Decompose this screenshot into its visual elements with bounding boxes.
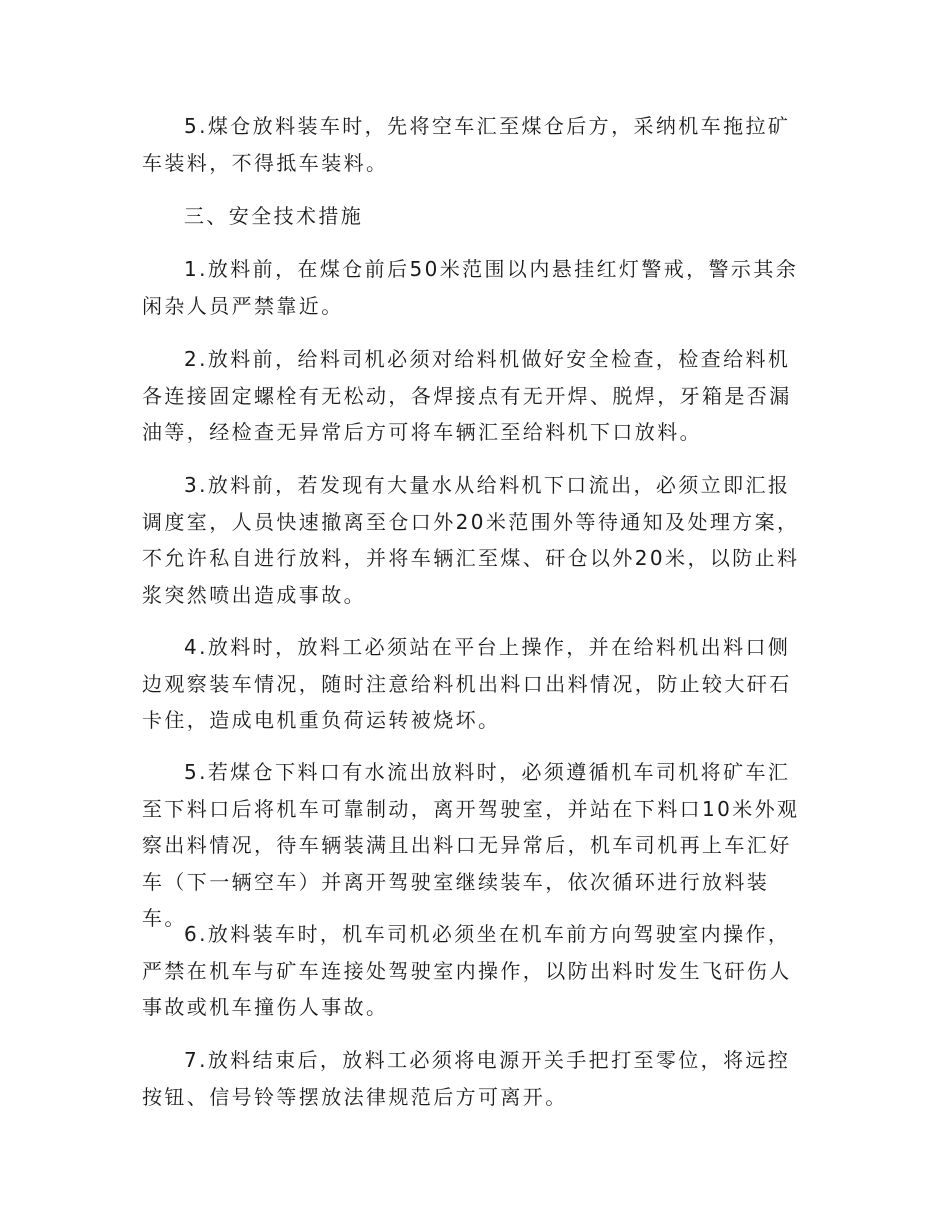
paragraph-item-6: 6.放料装车时，机车司机必须坐在机车前方向驾驶室内操作，严禁在机车与矿车连接处驾驶室内操作，以防出料时发生飞矸伤人事故或机车撞伤人事故。 <box>142 922 792 1019</box>
paragraph-item-5: 5.若煤仓下料口有水流出放料时，必须遵循机车司机将矿车汇至下料口后将机车可靠制动，离开驾驶室，并站在下料口10米外观察出料情况，待车辆装满且出料口无异常后，机车司机再上车汇好车（下一辆空车）并离开驾驶室继续装车，依次循环进行放料装车。 <box>142 760 800 930</box>
paragraph-item-4: 4.放料时，放料工必须站在平台上操作，并在给料机出料口侧边观察装车情况，随时注意给料机出料口出料情况，防止较大矸石卡住，造成电机重负荷运转被烧坏。 <box>142 635 792 732</box>
paragraph-item-2: 2.放料前，给料司机必须对给料机做好安全检查，检查给料机各连接固定螺栓有无松动，各焊接点有无开焊、脱焊，牙箱是否漏油等，经检查无异常后方可将车辆汇至给料机下口放料。 <box>142 347 792 444</box>
paragraph-item-1: 1.放料前，在煤仓前后50米范围以内悬挂红灯警戒，警示其余闲杂人员严禁靠近。 <box>142 257 799 318</box>
paragraph-item-3: 3.放料前，若发现有大量水从给料机下口流出，必须立即汇报调度室，人员快速撤离至仓口外20米范围外等待通知及处理方案，不允许私自进行放料，并将车辆汇至煤、矸仓以外20米，以防止料浆突然喷出造成事故。 <box>142 473 800 607</box>
paragraph-coal-bin-loading: 5.煤仓放料装车时，先将空车汇至煤仓后方，采纳机车拖拉矿车装料，不得抵车装料。 <box>142 114 791 175</box>
paragraph-item-7: 7.放料结束后，放料工必须将电源开关手把打至零位，将远控按钮、信号铃等摆放法律规范后方可离开。 <box>142 1048 791 1109</box>
section-heading-safety-measures: 三、安全技术措施 <box>184 204 364 228</box>
